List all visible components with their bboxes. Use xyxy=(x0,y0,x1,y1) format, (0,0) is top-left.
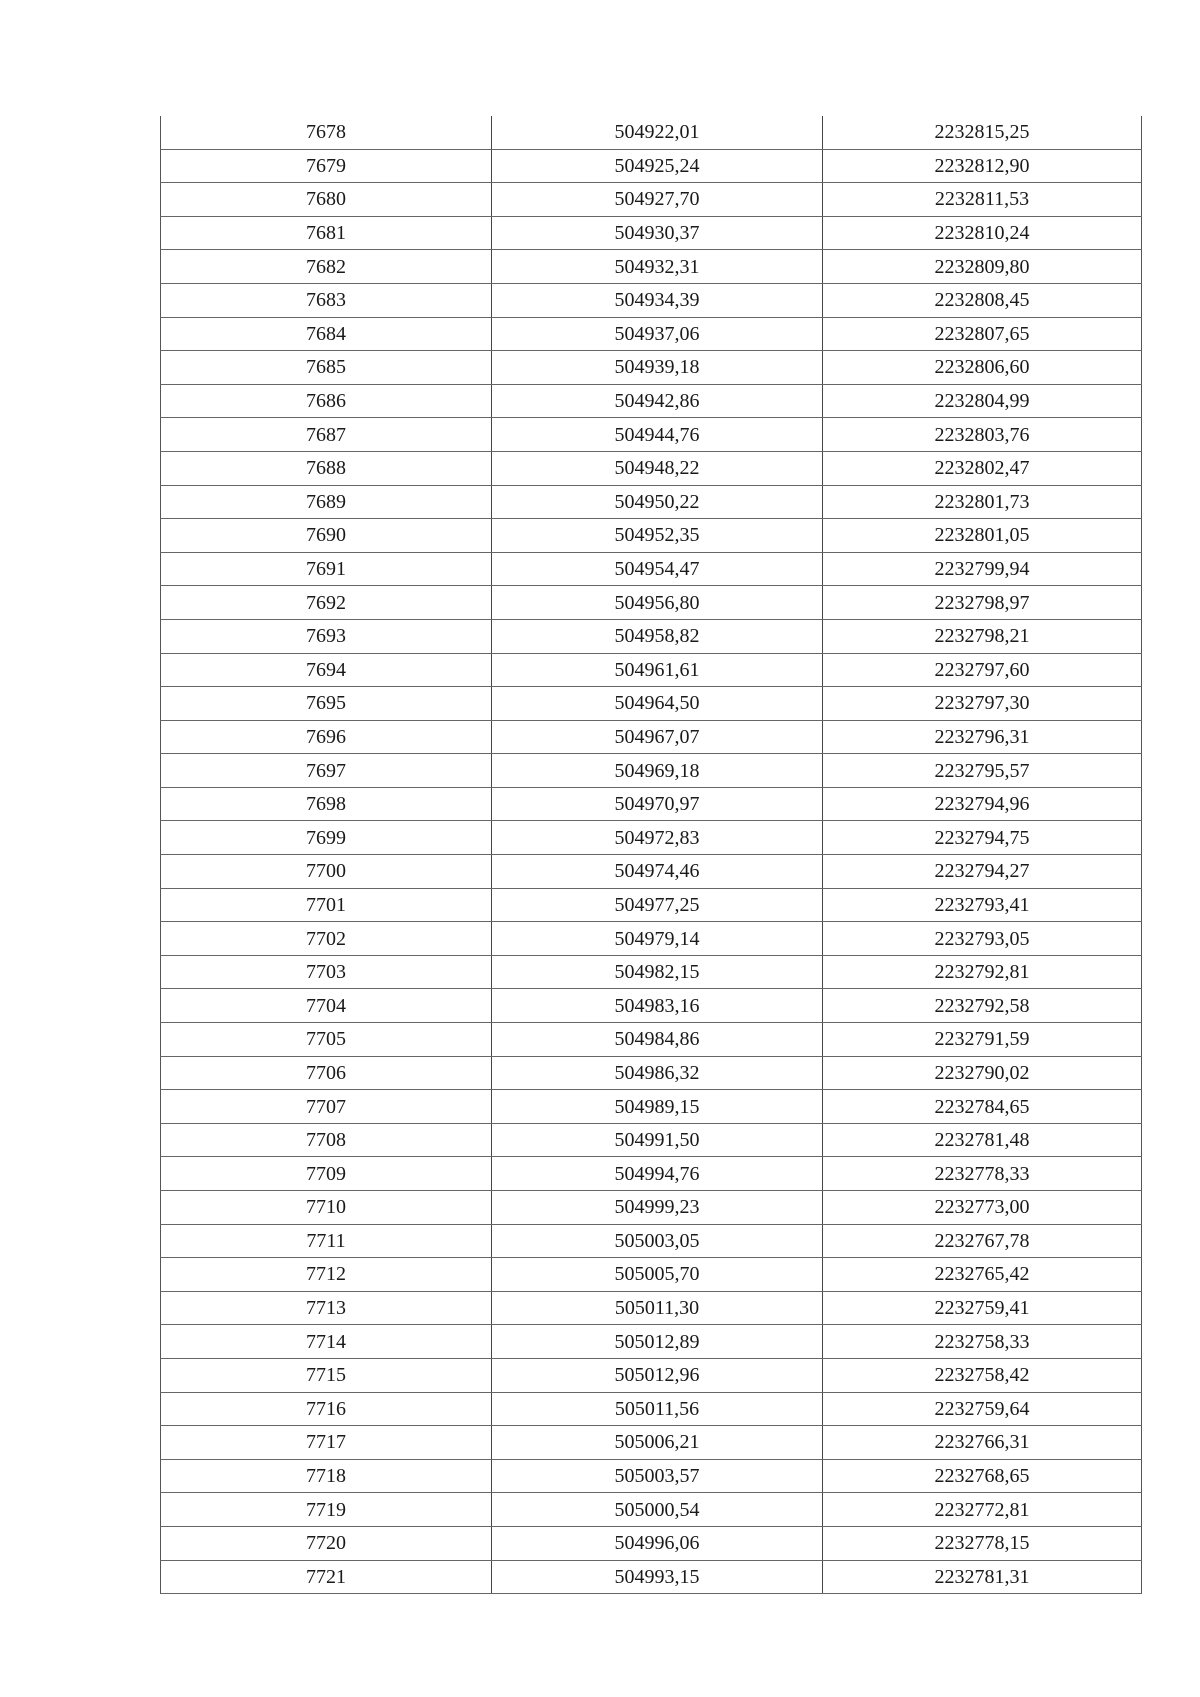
table-row xyxy=(161,1023,1142,1057)
point-number-cell: 7720 xyxy=(161,1526,492,1560)
x-coordinate-cell: 504930,37 xyxy=(492,216,823,250)
y-coordinate-cell: 2232806,60 xyxy=(823,351,1142,385)
y-coordinate-cell: 2232790,02 xyxy=(823,1056,1142,1090)
x-coordinate-cell: 505011,30 xyxy=(492,1291,823,1325)
table-row xyxy=(161,720,1142,754)
point-number-cell: 7709 xyxy=(161,1157,492,1191)
point-number-cell: 7682 xyxy=(161,250,492,284)
point-number-cell: 7691 xyxy=(161,552,492,586)
table-row xyxy=(161,418,1142,452)
table-row xyxy=(161,1459,1142,1493)
x-coordinate-cell: 505012,89 xyxy=(492,1325,823,1359)
y-coordinate-cell: 2232772,81 xyxy=(823,1493,1142,1527)
y-coordinate-cell: 2232765,42 xyxy=(823,1258,1142,1292)
y-coordinate-cell: 2232797,30 xyxy=(823,687,1142,721)
table-row xyxy=(161,1123,1142,1157)
table-row xyxy=(161,1056,1142,1090)
table-row xyxy=(161,855,1142,889)
point-number-cell: 7686 xyxy=(161,384,492,418)
table-row xyxy=(161,619,1142,653)
x-coordinate-cell: 505011,56 xyxy=(492,1392,823,1426)
table-row xyxy=(161,1392,1142,1426)
y-coordinate-cell: 2232812,90 xyxy=(823,149,1142,183)
point-number-cell: 7680 xyxy=(161,183,492,217)
point-number-cell: 7683 xyxy=(161,283,492,317)
x-coordinate-cell: 504967,07 xyxy=(492,720,823,754)
table-row xyxy=(161,955,1142,989)
table-row xyxy=(161,787,1142,821)
x-coordinate-cell: 505005,70 xyxy=(492,1258,823,1292)
table-row xyxy=(161,1560,1142,1594)
x-coordinate-cell: 504956,80 xyxy=(492,586,823,620)
x-coordinate-cell: 504950,22 xyxy=(492,485,823,519)
point-number-cell: 7701 xyxy=(161,888,492,922)
table-row xyxy=(161,1325,1142,1359)
y-coordinate-cell: 2232778,33 xyxy=(823,1157,1142,1191)
x-coordinate-cell: 504974,46 xyxy=(492,855,823,889)
table-row xyxy=(161,183,1142,217)
y-coordinate-cell: 2232768,65 xyxy=(823,1459,1142,1493)
point-number-cell: 7696 xyxy=(161,720,492,754)
y-coordinate-cell: 2232758,33 xyxy=(823,1325,1142,1359)
y-coordinate-cell: 2232794,75 xyxy=(823,821,1142,855)
y-coordinate-cell: 2232773,00 xyxy=(823,1191,1142,1225)
x-coordinate-cell: 504969,18 xyxy=(492,754,823,788)
coordinates-table xyxy=(160,116,1142,1594)
x-coordinate-cell: 504996,06 xyxy=(492,1526,823,1560)
y-coordinate-cell: 2232758,42 xyxy=(823,1358,1142,1392)
table-row xyxy=(161,1090,1142,1124)
x-coordinate-cell: 504948,22 xyxy=(492,451,823,485)
x-coordinate-cell: 504970,97 xyxy=(492,787,823,821)
x-coordinate-cell: 505000,54 xyxy=(492,1493,823,1527)
y-coordinate-cell: 2232766,31 xyxy=(823,1426,1142,1460)
point-number-cell: 7719 xyxy=(161,1493,492,1527)
point-number-cell: 7687 xyxy=(161,418,492,452)
x-coordinate-cell: 504984,86 xyxy=(492,1023,823,1057)
coordinates-table-body xyxy=(161,116,1142,1594)
point-number-cell: 7688 xyxy=(161,451,492,485)
y-coordinate-cell: 2232793,41 xyxy=(823,888,1142,922)
y-coordinate-cell: 2232767,78 xyxy=(823,1224,1142,1258)
y-coordinate-cell: 2232794,27 xyxy=(823,855,1142,889)
x-coordinate-cell: 504932,31 xyxy=(492,250,823,284)
point-number-cell: 7710 xyxy=(161,1191,492,1225)
y-coordinate-cell: 2232792,81 xyxy=(823,955,1142,989)
x-coordinate-cell: 504925,24 xyxy=(492,149,823,183)
point-number-cell: 7712 xyxy=(161,1258,492,1292)
y-coordinate-cell: 2232804,99 xyxy=(823,384,1142,418)
point-number-cell: 7681 xyxy=(161,216,492,250)
table-row xyxy=(161,754,1142,788)
y-coordinate-cell: 2232759,64 xyxy=(823,1392,1142,1426)
x-coordinate-cell: 504986,32 xyxy=(492,1056,823,1090)
point-number-cell: 7714 xyxy=(161,1325,492,1359)
y-coordinate-cell: 2232778,15 xyxy=(823,1526,1142,1560)
y-coordinate-cell: 2232781,48 xyxy=(823,1123,1142,1157)
x-coordinate-cell: 504927,70 xyxy=(492,183,823,217)
x-coordinate-cell: 504944,76 xyxy=(492,418,823,452)
y-coordinate-cell: 2232795,57 xyxy=(823,754,1142,788)
point-number-cell: 7721 xyxy=(161,1560,492,1594)
table-row xyxy=(161,1426,1142,1460)
y-coordinate-cell: 2232798,97 xyxy=(823,586,1142,620)
x-coordinate-cell: 504952,35 xyxy=(492,519,823,553)
point-number-cell: 7694 xyxy=(161,653,492,687)
table-row xyxy=(161,586,1142,620)
x-coordinate-cell: 504983,16 xyxy=(492,989,823,1023)
y-coordinate-cell: 2232784,65 xyxy=(823,1090,1142,1124)
table-row xyxy=(161,116,1142,149)
y-coordinate-cell: 2232791,59 xyxy=(823,1023,1142,1057)
point-number-cell: 7684 xyxy=(161,317,492,351)
point-number-cell: 7708 xyxy=(161,1123,492,1157)
y-coordinate-cell: 2232809,80 xyxy=(823,250,1142,284)
table-row xyxy=(161,317,1142,351)
x-coordinate-cell: 504989,15 xyxy=(492,1090,823,1124)
point-number-cell: 7704 xyxy=(161,989,492,1023)
x-coordinate-cell: 504939,18 xyxy=(492,351,823,385)
x-coordinate-cell: 504937,06 xyxy=(492,317,823,351)
y-coordinate-cell: 2232815,25 xyxy=(823,116,1142,149)
point-number-cell: 7697 xyxy=(161,754,492,788)
x-coordinate-cell: 504954,47 xyxy=(492,552,823,586)
x-coordinate-cell: 504964,50 xyxy=(492,687,823,721)
x-coordinate-cell: 504977,25 xyxy=(492,888,823,922)
x-coordinate-cell: 505012,96 xyxy=(492,1358,823,1392)
point-number-cell: 7707 xyxy=(161,1090,492,1124)
table-row xyxy=(161,1291,1142,1325)
point-number-cell: 7703 xyxy=(161,955,492,989)
x-coordinate-cell: 504993,15 xyxy=(492,1560,823,1594)
table-row xyxy=(161,653,1142,687)
y-coordinate-cell: 2232803,76 xyxy=(823,418,1142,452)
y-coordinate-cell: 2232810,24 xyxy=(823,216,1142,250)
point-number-cell: 7699 xyxy=(161,821,492,855)
x-coordinate-cell: 504991,50 xyxy=(492,1123,823,1157)
table-row xyxy=(161,283,1142,317)
point-number-cell: 7702 xyxy=(161,922,492,956)
table-row xyxy=(161,1493,1142,1527)
point-number-cell: 7685 xyxy=(161,351,492,385)
table-row xyxy=(161,1157,1142,1191)
table-row xyxy=(161,989,1142,1023)
point-number-cell: 7689 xyxy=(161,485,492,519)
point-number-cell: 7700 xyxy=(161,855,492,889)
x-coordinate-cell: 504922,01 xyxy=(492,116,823,149)
table-row xyxy=(161,519,1142,553)
point-number-cell: 7711 xyxy=(161,1224,492,1258)
point-number-cell: 7718 xyxy=(161,1459,492,1493)
x-coordinate-cell: 504979,14 xyxy=(492,922,823,956)
x-coordinate-cell: 504958,82 xyxy=(492,619,823,653)
y-coordinate-cell: 2232759,41 xyxy=(823,1291,1142,1325)
y-coordinate-cell: 2232799,94 xyxy=(823,552,1142,586)
table-row xyxy=(161,351,1142,385)
y-coordinate-cell: 2232801,05 xyxy=(823,519,1142,553)
y-coordinate-cell: 2232807,65 xyxy=(823,317,1142,351)
point-number-cell: 7692 xyxy=(161,586,492,620)
table-row xyxy=(161,451,1142,485)
point-number-cell: 7717 xyxy=(161,1426,492,1460)
point-number-cell: 7706 xyxy=(161,1056,492,1090)
y-coordinate-cell: 2232794,96 xyxy=(823,787,1142,821)
table-row xyxy=(161,821,1142,855)
table-row xyxy=(161,552,1142,586)
x-coordinate-cell: 504961,61 xyxy=(492,653,823,687)
table-row xyxy=(161,216,1142,250)
y-coordinate-cell: 2232808,45 xyxy=(823,283,1142,317)
x-coordinate-cell: 504934,39 xyxy=(492,283,823,317)
point-number-cell: 7705 xyxy=(161,1023,492,1057)
x-coordinate-cell: 505003,05 xyxy=(492,1224,823,1258)
x-coordinate-cell: 505006,21 xyxy=(492,1426,823,1460)
y-coordinate-cell: 2232792,58 xyxy=(823,989,1142,1023)
table-row xyxy=(161,1191,1142,1225)
x-coordinate-cell: 504972,83 xyxy=(492,821,823,855)
table-row xyxy=(161,888,1142,922)
y-coordinate-cell: 2232802,47 xyxy=(823,451,1142,485)
point-number-cell: 7715 xyxy=(161,1358,492,1392)
x-coordinate-cell: 504999,23 xyxy=(492,1191,823,1225)
table-row xyxy=(161,384,1142,418)
y-coordinate-cell: 2232797,60 xyxy=(823,653,1142,687)
y-coordinate-cell: 2232801,73 xyxy=(823,485,1142,519)
table-row xyxy=(161,1526,1142,1560)
y-coordinate-cell: 2232793,05 xyxy=(823,922,1142,956)
point-number-cell: 7695 xyxy=(161,687,492,721)
y-coordinate-cell: 2232796,31 xyxy=(823,720,1142,754)
point-number-cell: 7716 xyxy=(161,1392,492,1426)
point-number-cell: 7678 xyxy=(161,116,492,149)
x-coordinate-cell: 504982,15 xyxy=(492,955,823,989)
table-row xyxy=(161,1258,1142,1292)
x-coordinate-cell: 505003,57 xyxy=(492,1459,823,1493)
table-row xyxy=(161,485,1142,519)
table-row xyxy=(161,149,1142,183)
y-coordinate-cell: 2232811,53 xyxy=(823,183,1142,217)
point-number-cell: 7693 xyxy=(161,619,492,653)
table-row xyxy=(161,1224,1142,1258)
point-number-cell: 7679 xyxy=(161,149,492,183)
table-row xyxy=(161,922,1142,956)
table-row xyxy=(161,250,1142,284)
point-number-cell: 7698 xyxy=(161,787,492,821)
x-coordinate-cell: 504942,86 xyxy=(492,384,823,418)
y-coordinate-cell: 2232781,31 xyxy=(823,1560,1142,1594)
point-number-cell: 7690 xyxy=(161,519,492,553)
table-row xyxy=(161,687,1142,721)
point-number-cell: 7713 xyxy=(161,1291,492,1325)
x-coordinate-cell: 504994,76 xyxy=(492,1157,823,1191)
table-row xyxy=(161,1358,1142,1392)
y-coordinate-cell: 2232798,21 xyxy=(823,619,1142,653)
